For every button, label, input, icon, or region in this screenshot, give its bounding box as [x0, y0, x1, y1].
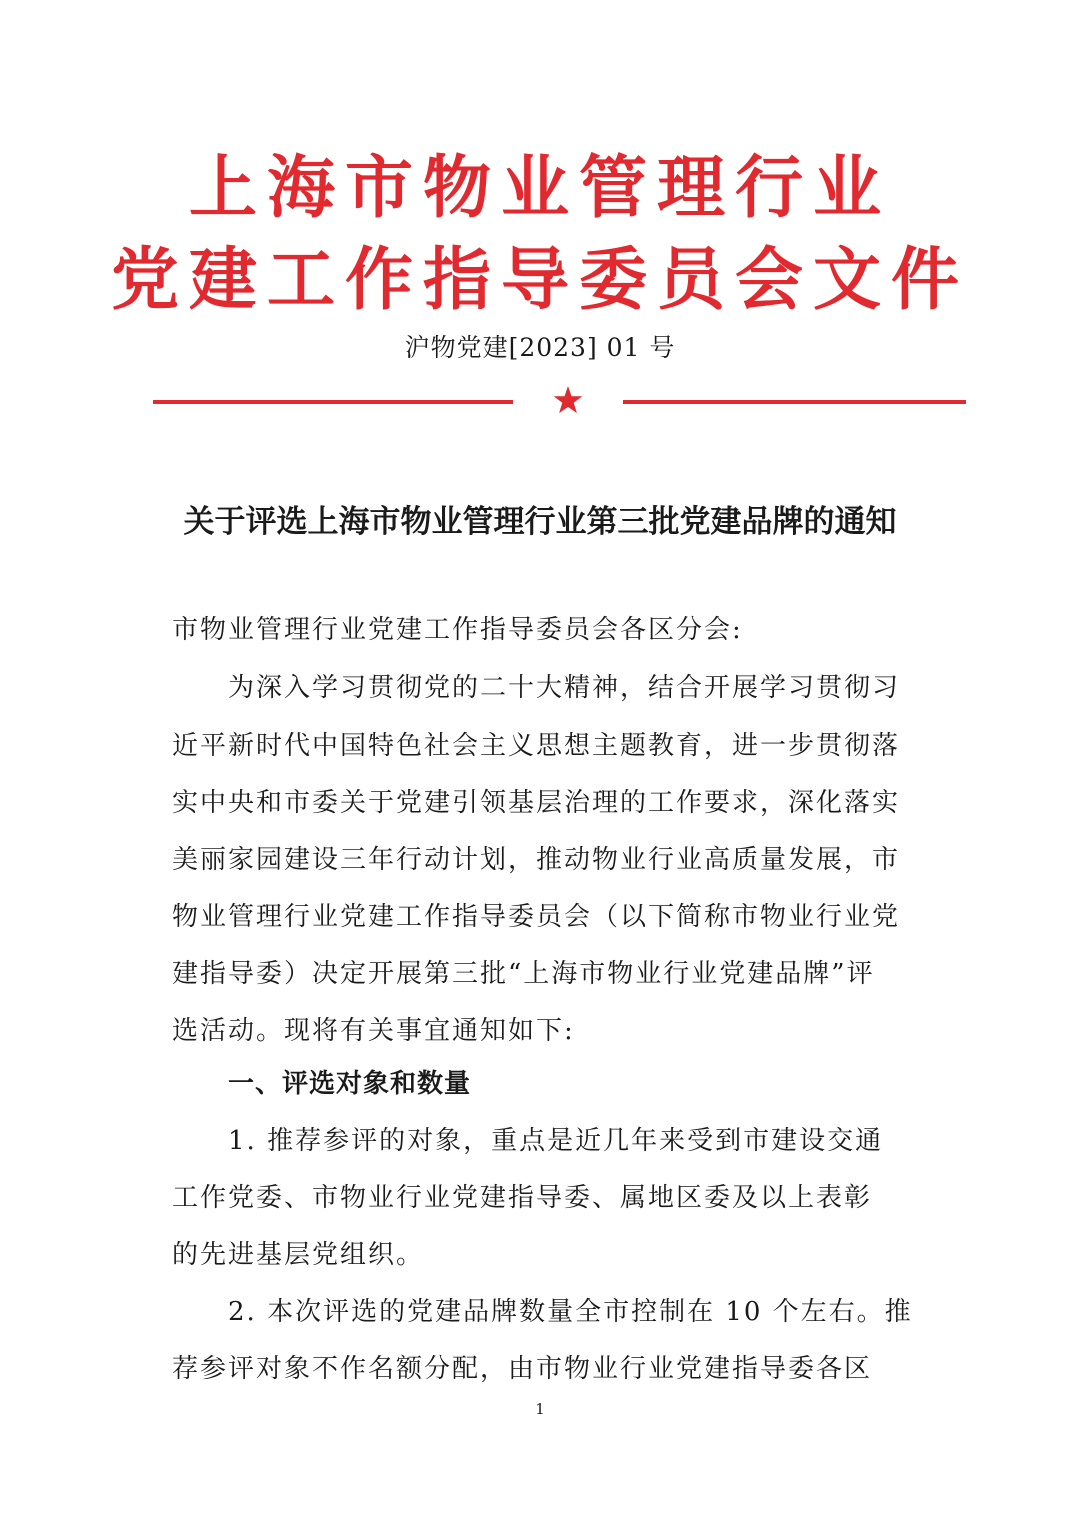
- document-header-line-2: 党建工作指导委员会文件: [110, 241, 969, 320]
- red-star-icon: [548, 380, 588, 420]
- page-number: 1: [535, 1400, 545, 1418]
- paragraph-line: 近平新时代中国特色社会主义思想主题教育，进一步贯彻落: [172, 731, 901, 761]
- paragraph-line: 实中央和市委关于党建引领基层治理的工作要求，深化落实: [172, 788, 901, 818]
- red-divider-left: [153, 400, 513, 404]
- section-heading: 一、评选对象和数量: [228, 1069, 472, 1099]
- paragraph-line: 物业管理行业党建工作指导委员会（以下简称市物业行业党: [172, 902, 901, 932]
- paragraph-line: 为深入学习贯彻党的二十大精神，结合开展学习贯彻习: [228, 673, 901, 703]
- paragraph-line: 荐参评对象不作名额分配，由市物业行业党建指导委各区: [172, 1354, 873, 1384]
- document-number: 沪物党建[2023] 01 号: [404, 333, 676, 362]
- paragraph-line: 的先进基层党组织。: [172, 1240, 425, 1270]
- notice-title: 关于评选上海市物业管理行业第三批党建品牌的通知: [183, 504, 897, 540]
- paragraph-line: 美丽家园建设三年行动计划，推动物业行业高质量发展，市: [172, 845, 901, 875]
- paragraph-line: 工作党委、市物业行业党建指导委、属地区委及以上表彰: [172, 1183, 873, 1213]
- document-header-line-1: 上海市物业管理行业: [188, 149, 891, 228]
- paragraph-line: 选活动。现将有关事宜通知如下:: [172, 1016, 575, 1046]
- paragraph-line: 2. 本次评选的党建品牌数量全市控制在 10 个左右。推: [228, 1297, 913, 1327]
- paragraph-line: 建指导委）决定开展第三批“上海市物业行业党建品牌”评: [172, 959, 875, 989]
- red-divider-right: [623, 400, 966, 404]
- paragraph-line: 1. 推荐参评的对象，重点是近几年来受到市建设交通: [228, 1126, 884, 1156]
- salutation: 市物业管理行业党建工作指导委员会各区分会:: [172, 615, 743, 645]
